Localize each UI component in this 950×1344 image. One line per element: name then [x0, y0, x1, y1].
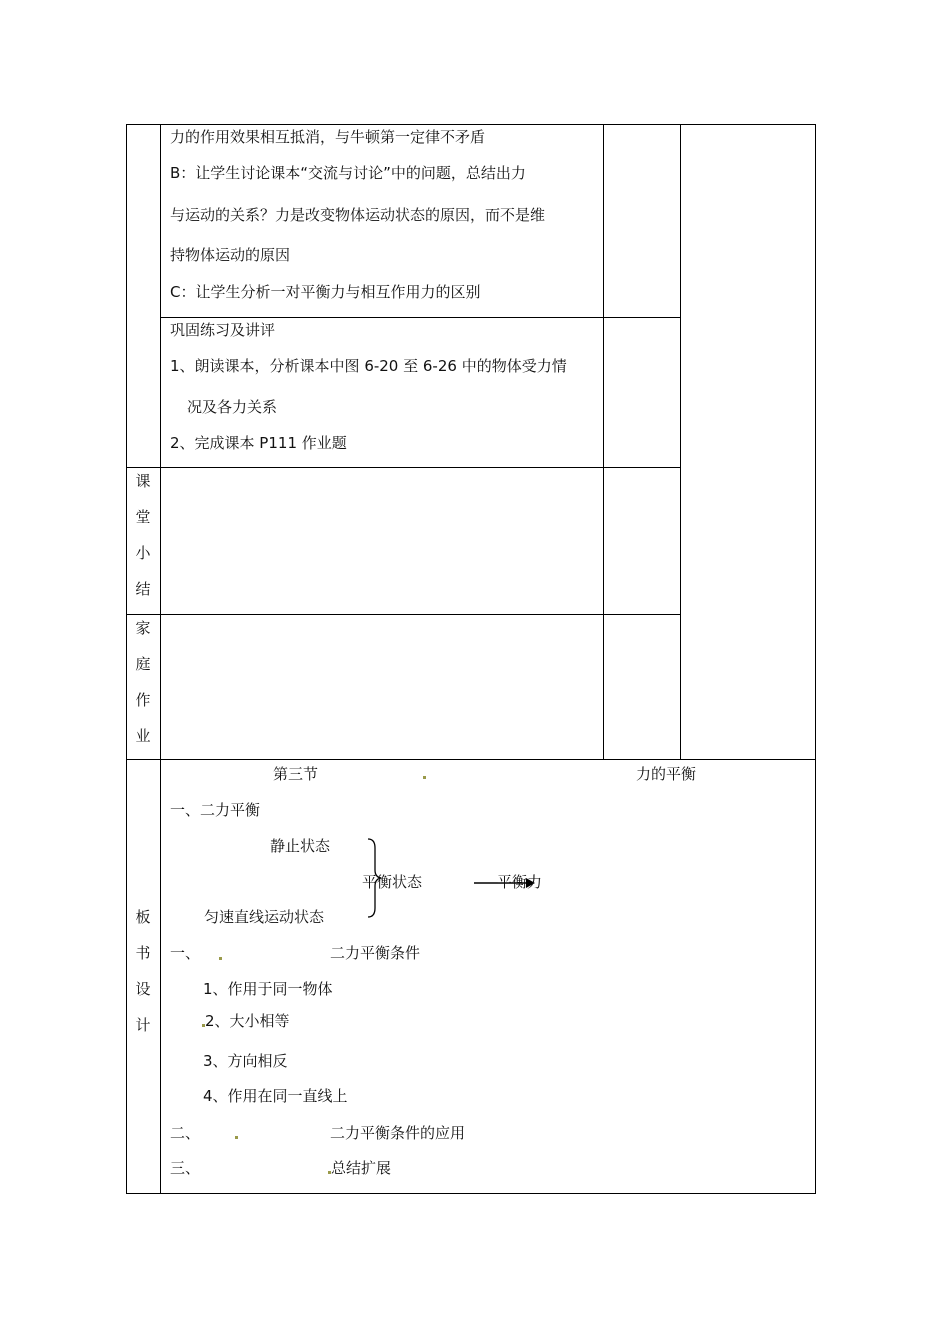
board-heading-2: 二力平衡条件: [330, 944, 421, 962]
stray-dot: [423, 776, 426, 779]
board-section: 第三节: [273, 765, 319, 783]
condition-item: 2、大小相等: [205, 1012, 290, 1030]
column-divider-notes: [603, 124, 604, 760]
label-board-design: 板 书 设 计: [135, 908, 151, 1034]
board-heading-3-number: 二、: [170, 1124, 201, 1142]
condition-item: 1、作用于同一物体: [203, 980, 333, 998]
column-divider-label: [160, 124, 161, 1194]
condition-item: 3、方向相反: [203, 1052, 288, 1070]
board-title: 力的平衡: [636, 765, 697, 783]
content-line: 况及各力关系: [187, 398, 278, 416]
content-line: 力的作用效果相互抵消，与牛顿第一定律不矛盾: [170, 128, 486, 146]
stray-dot: [235, 1136, 238, 1139]
content-line: 1、朗读课本，分析课本中图 6-20 至 6-26 中的物体受力情: [170, 357, 567, 375]
content-line: 持物体运动的原因: [170, 246, 291, 264]
label-homework: 家 庭 作 业: [135, 619, 151, 745]
content-line: 与运动的关系？力是改变物体运动状态的原因，而不是维: [170, 206, 546, 224]
column-divider-right: [680, 124, 681, 760]
table-top-border: [126, 124, 816, 125]
state-uniform-motion: 匀速直线运动状态: [204, 908, 325, 926]
content-line: 2、完成课本 P111 作业题: [170, 434, 347, 452]
stray-dot: [219, 957, 222, 960]
row-divider-summary: [126, 467, 681, 468]
condition-item: 4、作用在同一直线上: [203, 1087, 348, 1105]
row-divider-board: [126, 759, 816, 760]
board-heading-2-number: 一、: [170, 944, 201, 962]
state-static: 静止状态: [270, 837, 331, 855]
state-balance: 平衡状态: [362, 873, 423, 891]
content-line: 巩固练习及讲评: [170, 321, 276, 339]
table-bottom-border: [126, 1193, 816, 1194]
content-line: B：让学生讨论课本“交流与讨论”中的问题，总结出力: [170, 164, 526, 182]
board-heading-4: 总结扩展: [331, 1159, 392, 1177]
table-right-border: [815, 124, 816, 1194]
board-heading-1: 一、二力平衡: [170, 801, 261, 819]
board-heading-4-number: 三、: [170, 1159, 201, 1177]
content-line: C：让学生分析一对平衡力与相互作用力的区别: [170, 283, 481, 301]
balance-force: 平衡力: [497, 873, 543, 891]
label-class-summary: 课 堂 小 结: [135, 472, 151, 598]
board-heading-3: 二力平衡条件的应用: [330, 1124, 466, 1142]
row-divider-homework: [126, 614, 681, 615]
